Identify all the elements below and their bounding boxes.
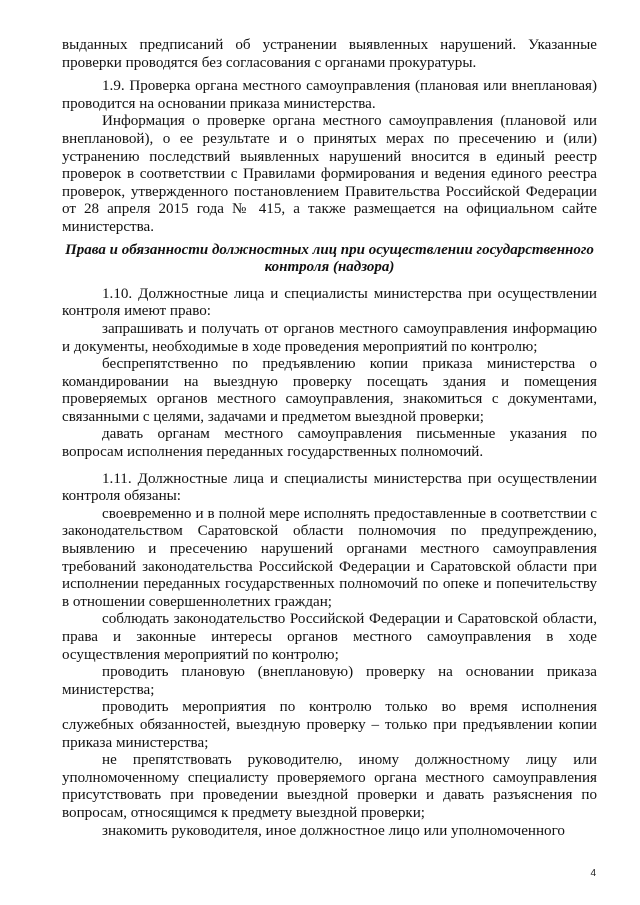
paragraph: Информация о проверке органа местного самоуправления (плановой или внеплановой), о ее результате и о принятых мерах по пресечению и (или) устранению последствий выявленных нарушений вносится в единый реестр проверок в соответствии с Правилами формирования и ведения единого реестра проверок, утвержденного постановлением Правительства Российской Федерации от 28 апреля 2015 года № 415, а также размещается на официальном сайте министерства. [62, 113, 597, 235]
paragraph: давать органам местного самоуправления письменные указания по вопросам исполнения переданных государственных полномочий. [62, 426, 597, 461]
paragraph: проводить мероприятия по контролю только во время исполнения служебных обязанностей, выездную проверку – только при предъявлении копии приказа министерства; [62, 699, 597, 751]
paragraph: 1.11. Должностные лица и специалисты министерства при осуществлении контроля обязаны: [62, 470, 597, 505]
section-heading: Права и обязанности должностных лиц при осуществлении государственного контроля (надзора) [65, 241, 594, 276]
paragraph: проводить плановую (внеплановую) проверку на основании приказа министерства; [62, 664, 597, 698]
paragraph: 1.9. Проверка органа местного самоуправления (плановая или внеплановая) проводится на основании приказа министерства. [62, 78, 597, 112]
paragraph: беспрепятственно по предъявлению копии приказа министерства о командировании на выездную проверку посещать здания и помещения проверяемых органов местного самоуправления, знакомиться с документами, связанными с целями, задачами и предметом выездной проверки; [62, 356, 597, 425]
page-number: 4 [590, 868, 596, 879]
paragraph: не препятствовать руководителю, иному должностному лицу или уполномоченному специалисту проверяемого органа местного самоуправления присутствовать при проведении выездной проверки и давать разъяснения по вопросам, относящимся к предмету выездной проверки; [62, 752, 597, 821]
paragraph: 1.10. Должностные лица и специалисты министерства при осуществлении контроля имеют право: [62, 285, 597, 320]
paragraph: соблюдать законодательство Российской Федерации и Саратовской области, права и законные интересы органов местного самоуправления в ходе осуществления мероприятий по контролю; [62, 611, 597, 663]
paragraph: выданных предписаний об устранении выявленных нарушений. Указанные проверки проводятся без согласования с органами прокуратуры. [62, 37, 597, 71]
paragraph: запрашивать и получать от органов местного самоуправления информацию и документы, необходимые в ходе проведения мероприятий по контролю; [62, 320, 597, 355]
paragraph: знакомить руководителя, иное должностное лицо или уполномоченного [102, 822, 565, 839]
paragraph: своевременно и в полной мере исполнять предоставленные в соответствии с законодательством Саратовской области полномочия по предупреждению, выявлению и пресечению нарушений органами местного самоуправления требований законодательства Российской Федерации и Саратовской области при исполнении переданных государственных полномочий по опеке и попечительству в отношении совершеннолетних граждан; [62, 505, 597, 610]
